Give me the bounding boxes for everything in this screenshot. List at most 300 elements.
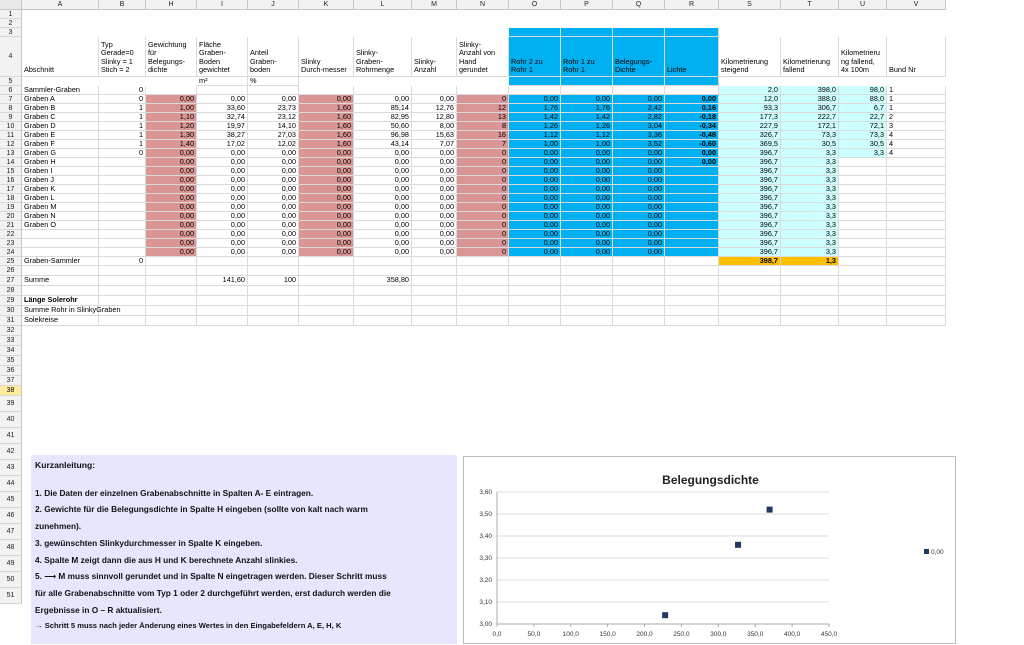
cell-b16[interactable] — [99, 176, 146, 185]
cell-s12[interactable]: 369,5 — [719, 140, 781, 149]
cell-k18[interactable]: 0,00 — [299, 194, 354, 203]
cell-p7[interactable]: 0,00 — [561, 95, 613, 104]
cell-s17[interactable]: 396,7 — [719, 185, 781, 194]
cell-l10[interactable]: 50,60 — [354, 122, 412, 131]
cell-r23[interactable] — [665, 239, 719, 248]
row-header-28[interactable]: 28 — [0, 286, 22, 296]
cell-p22[interactable]: 0,00 — [561, 230, 613, 239]
cell-p13[interactable]: 0,00 — [561, 149, 613, 158]
cell-t26[interactable] — [781, 266, 839, 276]
cell-n11[interactable]: 16 — [457, 131, 509, 140]
cell-l23[interactable]: 0,00 — [354, 239, 412, 248]
cell-v29[interactable] — [887, 296, 946, 306]
cell-m26[interactable] — [412, 266, 457, 276]
cell-j15[interactable]: 0,00 — [248, 167, 299, 176]
header-a[interactable] — [22, 37, 99, 77]
row-header-33[interactable]: 33 — [0, 336, 22, 346]
column-header-o[interactable]: O — [509, 0, 561, 10]
cell-n26[interactable] — [457, 266, 509, 276]
cell-i29[interactable] — [197, 296, 248, 306]
header-r[interactable] — [665, 37, 719, 77]
cell-n22[interactable]: 0 — [457, 230, 509, 239]
cell-u11[interactable]: 73,3 — [839, 131, 887, 140]
cell-u8[interactable]: 6,7 — [839, 104, 887, 113]
cell-s10[interactable]: 227,9 — [719, 122, 781, 131]
cell-o10[interactable]: 1,26 — [509, 122, 561, 131]
cell-i28[interactable] — [197, 286, 248, 296]
cell-v6[interactable]: 1 — [887, 86, 946, 95]
cell-p5[interactable] — [561, 77, 613, 86]
cell-a11[interactable]: Graben E — [22, 131, 99, 140]
cell-s30[interactable] — [719, 306, 781, 316]
cell-o17[interactable]: 0,00 — [509, 185, 561, 194]
cell-m13[interactable]: 0,00 — [412, 149, 457, 158]
cell-p24[interactable]: 0,00 — [561, 248, 613, 257]
cell-k25[interactable] — [299, 257, 354, 266]
cell-j28[interactable] — [248, 286, 299, 296]
cell-o20[interactable]: 0,00 — [509, 212, 561, 221]
cell-o18[interactable]: 0,00 — [509, 194, 561, 203]
cell-s23[interactable]: 396,7 — [719, 239, 781, 248]
cell-p21[interactable]: 0,00 — [561, 221, 613, 230]
row-header-17[interactable]: 17 — [0, 185, 22, 194]
cell-t9[interactable]: 222,7 — [781, 113, 839, 122]
cell-o31[interactable] — [509, 316, 561, 326]
cell-o12[interactable]: 1,00 — [509, 140, 561, 149]
cell-s15[interactable]: 396,7 — [719, 167, 781, 176]
cell-i17[interactable]: 0,00 — [197, 185, 248, 194]
cell-r29[interactable] — [665, 296, 719, 306]
header-v[interactable] — [887, 37, 946, 77]
cell-b13[interactable]: 0 — [99, 149, 146, 158]
row-header-14[interactable]: 14 — [0, 158, 22, 167]
header-l[interactable] — [354, 37, 412, 77]
cell-a20[interactable]: Graben N — [22, 212, 99, 221]
cell-h15[interactable]: 0,00 — [146, 167, 197, 176]
cell-u26[interactable] — [839, 266, 887, 276]
cell-j18[interactable]: 0,00 — [248, 194, 299, 203]
cell-i27[interactable]: 141,60 — [197, 276, 248, 286]
cell-i13[interactable]: 0,00 — [197, 149, 248, 158]
row-header-2[interactable]: 2 — [0, 19, 22, 28]
cell-q10[interactable]: 3,04 — [613, 122, 665, 131]
cell-o28[interactable] — [509, 286, 561, 296]
header-n[interactable] — [457, 37, 509, 77]
cell-p31[interactable] — [561, 316, 613, 326]
cell-a15[interactable]: Graben I — [22, 167, 99, 176]
row-header-46[interactable]: 46 — [0, 508, 22, 524]
cell-s20[interactable]: 396,7 — [719, 212, 781, 221]
cell-k9[interactable]: 1,60 — [299, 113, 354, 122]
cell-h26[interactable] — [146, 266, 197, 276]
cell-h13[interactable]: 0,00 — [146, 149, 197, 158]
cell-v16[interactable] — [887, 176, 946, 185]
cell-s24[interactable]: 396,7 — [719, 248, 781, 257]
cell-r26[interactable] — [665, 266, 719, 276]
row-header-18[interactable]: 18 — [0, 194, 22, 203]
cell-b7[interactable]: 0 — [99, 95, 146, 104]
cell-l16[interactable]: 0,00 — [354, 176, 412, 185]
cell-t27[interactable] — [781, 276, 839, 286]
cell-i7[interactable]: 0,00 — [197, 95, 248, 104]
cell-k12[interactable]: 1,60 — [299, 140, 354, 149]
cell-i10[interactable]: 19,97 — [197, 122, 248, 131]
cell-l22[interactable]: 0,00 — [354, 230, 412, 239]
cell-o15[interactable]: 0,00 — [509, 167, 561, 176]
cell-p18[interactable]: 0,00 — [561, 194, 613, 203]
cell-a29[interactable]: Länge Solerohr — [22, 296, 99, 306]
cell-l30[interactable] — [354, 306, 412, 316]
cell-p23[interactable]: 0,00 — [561, 239, 613, 248]
row-header-20[interactable]: 20 — [0, 212, 22, 221]
cell-u27[interactable] — [839, 276, 887, 286]
cell-o3[interactable] — [509, 28, 561, 37]
cell-l14[interactable]: 0,00 — [354, 158, 412, 167]
cell-v15[interactable] — [887, 167, 946, 176]
select-all-corner[interactable] — [0, 0, 22, 10]
column-header-v[interactable]: V — [887, 0, 946, 10]
cell-m24[interactable]: 0,00 — [412, 248, 457, 257]
cell-i14[interactable]: 0,00 — [197, 158, 248, 167]
cell-i30[interactable] — [197, 306, 248, 316]
column-header-r[interactable]: R — [665, 0, 719, 10]
header-i[interactable] — [197, 37, 248, 77]
row-header-21[interactable]: 21 — [0, 221, 22, 230]
cell-k31[interactable] — [299, 316, 354, 326]
row-header-48[interactable]: 48 — [0, 540, 22, 556]
cell-i8[interactable]: 33,60 — [197, 104, 248, 113]
cell-p30[interactable] — [561, 306, 613, 316]
cell-h20[interactable]: 0,00 — [146, 212, 197, 221]
column-header-a[interactable]: A — [22, 0, 99, 10]
cell-k13[interactable]: 0,00 — [299, 149, 354, 158]
cell-u19[interactable] — [839, 203, 887, 212]
cell-q19[interactable]: 0,00 — [613, 203, 665, 212]
cell-t20[interactable]: 3,3 — [781, 212, 839, 221]
cell-l21[interactable]: 0,00 — [354, 221, 412, 230]
cell-v17[interactable] — [887, 185, 946, 194]
column-header-i[interactable]: I — [197, 0, 248, 10]
cell-p19[interactable]: 0,00 — [561, 203, 613, 212]
cell-q3[interactable] — [613, 28, 665, 37]
cell-a14[interactable]: Graben H — [22, 158, 99, 167]
cell-n14[interactable]: 0 — [457, 158, 509, 167]
cell-a17[interactable]: Graben K — [22, 185, 99, 194]
column-header-t[interactable]: T — [781, 0, 839, 10]
cell-j10[interactable]: 14,10 — [248, 122, 299, 131]
row-header-40[interactable]: 40 — [0, 412, 22, 428]
header-p[interactable] — [561, 37, 613, 77]
cell-k28[interactable] — [299, 286, 354, 296]
cell-l9[interactable]: 82,95 — [354, 113, 412, 122]
cell-s18[interactable]: 396,7 — [719, 194, 781, 203]
cell-n30[interactable] — [457, 306, 509, 316]
cell-p9[interactable]: 1,42 — [561, 113, 613, 122]
cell-a12[interactable]: Graben F — [22, 140, 99, 149]
cell-m7[interactable]: 0,00 — [412, 95, 457, 104]
cell-i22[interactable]: 0,00 — [197, 230, 248, 239]
cell-q24[interactable]: 0,00 — [613, 248, 665, 257]
cell-o27[interactable] — [509, 276, 561, 286]
cell-l15[interactable]: 0,00 — [354, 167, 412, 176]
cell-b21[interactable] — [99, 221, 146, 230]
column-header-k[interactable]: K — [299, 0, 354, 10]
cell-q14[interactable]: 0,00 — [613, 158, 665, 167]
header-b[interactable] — [99, 37, 146, 77]
cell-i16[interactable]: 0,00 — [197, 176, 248, 185]
cell-i18[interactable]: 0,00 — [197, 194, 248, 203]
cell-i15[interactable]: 0,00 — [197, 167, 248, 176]
cell-p17[interactable]: 0,00 — [561, 185, 613, 194]
cell-q30[interactable] — [613, 306, 665, 316]
cell-o11[interactable]: 1,12 — [509, 131, 561, 140]
row-header-42[interactable]: 42 — [0, 444, 22, 460]
cell-r3[interactable] — [665, 28, 719, 37]
cell-b23[interactable] — [99, 239, 146, 248]
header-u[interactable] — [839, 37, 887, 77]
cell-h31[interactable] — [146, 316, 197, 326]
cell-t10[interactable]: 172,1 — [781, 122, 839, 131]
cell-b18[interactable] — [99, 194, 146, 203]
cell-b15[interactable] — [99, 167, 146, 176]
cell-q25[interactable] — [613, 257, 665, 266]
cell-h16[interactable]: 0,00 — [146, 176, 197, 185]
cell-n23[interactable]: 0 — [457, 239, 509, 248]
cell-m14[interactable]: 0,00 — [412, 158, 457, 167]
cell-m11[interactable]: 15,63 — [412, 131, 457, 140]
row-header-31[interactable]: 31 — [0, 316, 22, 326]
cell-u18[interactable] — [839, 194, 887, 203]
cell-m18[interactable]: 0,00 — [412, 194, 457, 203]
cell-n16[interactable]: 0 — [457, 176, 509, 185]
cell-s11[interactable]: 326,7 — [719, 131, 781, 140]
cell-v21[interactable] — [887, 221, 946, 230]
cell-v28[interactable] — [887, 286, 946, 296]
cell-b11[interactable]: 1 — [99, 131, 146, 140]
cell-i9[interactable]: 32,74 — [197, 113, 248, 122]
cell-r16[interactable] — [665, 176, 719, 185]
cell-m15[interactable]: 0,00 — [412, 167, 457, 176]
cell-q8[interactable]: 2,42 — [613, 104, 665, 113]
cell-r30[interactable] — [665, 306, 719, 316]
row-header-35[interactable]: 35 — [0, 356, 22, 366]
cell-s8[interactable]: 93,3 — [719, 104, 781, 113]
cell-v14[interactable] — [887, 158, 946, 167]
cell-r8[interactable]: 0,16 — [665, 104, 719, 113]
cell-t11[interactable]: 73,3 — [781, 131, 839, 140]
cell-l17[interactable]: 0,00 — [354, 185, 412, 194]
cell-b9[interactable]: 1 — [99, 113, 146, 122]
header-h[interactable] — [146, 37, 197, 77]
cell-i19[interactable]: 0,00 — [197, 203, 248, 212]
cell-i23[interactable]: 0,00 — [197, 239, 248, 248]
row-header-27[interactable]: 27 — [0, 276, 22, 286]
cell-a30[interactable]: Summe Rohr in SlinkyGraben — [24, 305, 121, 314]
row-header-24[interactable]: 24 — [0, 248, 22, 257]
cell-j19[interactable]: 0,00 — [248, 203, 299, 212]
cell-u12[interactable]: 30,5 — [839, 140, 887, 149]
cell-l31[interactable] — [354, 316, 412, 326]
cell-a21[interactable]: Graben O — [22, 221, 99, 230]
cell-o25[interactable] — [509, 257, 561, 266]
cell-k16[interactable]: 0,00 — [299, 176, 354, 185]
cell-k23[interactable]: 0,00 — [299, 239, 354, 248]
cell-u29[interactable] — [839, 296, 887, 306]
cell-r24[interactable] — [665, 248, 719, 257]
cell-n24[interactable]: 0 — [457, 248, 509, 257]
row-header-3[interactable]: 3 — [0, 28, 22, 37]
cell-p11[interactable]: 1,12 — [561, 131, 613, 140]
row-header-50[interactable]: 50 — [0, 572, 22, 588]
row-header-1[interactable]: 1 — [0, 10, 22, 19]
cell-t15[interactable]: 3,3 — [781, 167, 839, 176]
cell-o7[interactable]: 0,00 — [509, 95, 561, 104]
row-header-51[interactable]: 51 — [0, 588, 22, 604]
cell-l25[interactable] — [354, 257, 412, 266]
row-header-7[interactable]: 7 — [0, 95, 22, 104]
cell-h23[interactable]: 0,00 — [146, 239, 197, 248]
cell-q12[interactable]: 3,52 — [613, 140, 665, 149]
cell-m23[interactable]: 0,00 — [412, 239, 457, 248]
cell-l13[interactable]: 0,00 — [354, 149, 412, 158]
cell-u7[interactable]: 88,0 — [839, 95, 887, 104]
cell-q7[interactable]: 0,00 — [613, 95, 665, 104]
cell-h24[interactable]: 0,00 — [146, 248, 197, 257]
cell-u23[interactable] — [839, 239, 887, 248]
cell-n7[interactable]: 0 — [457, 95, 509, 104]
cell-j25[interactable] — [248, 257, 299, 266]
cell-o5[interactable] — [509, 77, 561, 86]
cell-v13[interactable]: 4 — [887, 149, 946, 158]
cell-m25[interactable] — [412, 257, 457, 266]
cell-b6[interactable]: 0 — [99, 86, 146, 95]
cell-i21[interactable]: 0,00 — [197, 221, 248, 230]
row-header-9[interactable]: 9 — [0, 113, 22, 122]
cell-v12[interactable]: 4 — [887, 140, 946, 149]
cell-u16[interactable] — [839, 176, 887, 185]
cell-k17[interactable]: 0,00 — [299, 185, 354, 194]
row-header-45[interactable]: 45 — [0, 492, 22, 508]
cell-s14[interactable]: 396,7 — [719, 158, 781, 167]
cell-b31[interactable] — [99, 316, 146, 326]
cell-i25[interactable] — [197, 257, 248, 266]
cell-s25[interactable]: 398,7 — [719, 257, 781, 266]
cell-t25[interactable]: 1,3 — [781, 257, 839, 266]
cell-b30[interactable] — [99, 306, 146, 316]
cell-o13[interactable]: 0,00 — [509, 149, 561, 158]
cell-r18[interactable] — [665, 194, 719, 203]
cell-v8[interactable]: 1 — [887, 104, 946, 113]
cell-r7[interactable]: 0,00 — [665, 95, 719, 104]
cell-q23[interactable]: 0,00 — [613, 239, 665, 248]
cell-l28[interactable] — [354, 286, 412, 296]
cell-n18[interactable]: 0 — [457, 194, 509, 203]
cell-k26[interactable] — [299, 266, 354, 276]
cell-v19[interactable] — [887, 203, 946, 212]
cell-p26[interactable] — [561, 266, 613, 276]
cell-j9[interactable]: 23,12 — [248, 113, 299, 122]
cell-n9[interactable]: 13 — [457, 113, 509, 122]
cell-h29[interactable] — [146, 296, 197, 306]
cell-m28[interactable] — [412, 286, 457, 296]
cell-n31[interactable] — [457, 316, 509, 326]
cell-a19[interactable]: Graben M — [22, 203, 99, 212]
column-header-s[interactable]: S — [719, 0, 781, 10]
row-header-26[interactable]: 26 — [0, 266, 22, 276]
cell-q28[interactable] — [613, 286, 665, 296]
cell-m16[interactable]: 0,00 — [412, 176, 457, 185]
cell-o14[interactable]: 0,00 — [509, 158, 561, 167]
cell-t19[interactable]: 3,3 — [781, 203, 839, 212]
cell-v18[interactable] — [887, 194, 946, 203]
cell-u21[interactable] — [839, 221, 887, 230]
cell-v7[interactable]: 1 — [887, 95, 946, 104]
cell-b12[interactable]: 1 — [99, 140, 146, 149]
cell-u15[interactable] — [839, 167, 887, 176]
cell-r10[interactable]: -0,34 — [665, 122, 719, 131]
cell-k29[interactable] — [299, 296, 354, 306]
cell-u30[interactable] — [839, 306, 887, 316]
cell-n29[interactable] — [457, 296, 509, 306]
header-t[interactable] — [781, 37, 839, 77]
column-header-h[interactable]: H — [146, 0, 197, 10]
cell-b20[interactable] — [99, 212, 146, 221]
cell-t23[interactable]: 3,3 — [781, 239, 839, 248]
cell-s7[interactable]: 12,0 — [719, 95, 781, 104]
column-header-p[interactable]: P — [561, 0, 613, 10]
cell-k11[interactable]: 1,60 — [299, 131, 354, 140]
cell-i20[interactable]: 0,00 — [197, 212, 248, 221]
cell-v30[interactable] — [887, 306, 946, 316]
cell-b27[interactable] — [99, 276, 146, 286]
cell-v11[interactable]: 4 — [887, 131, 946, 140]
cell-n10[interactable]: 8 — [457, 122, 509, 131]
column-header-l[interactable]: L — [354, 0, 412, 10]
cell-r20[interactable] — [665, 212, 719, 221]
cell-t13[interactable]: 3,3 — [781, 149, 839, 158]
cell-h30[interactable] — [146, 306, 197, 316]
cell-n8[interactable]: 12 — [457, 104, 509, 113]
cell-r15[interactable] — [665, 167, 719, 176]
cell-b26[interactable] — [99, 266, 146, 276]
cell-j21[interactable]: 0,00 — [248, 221, 299, 230]
row-header-32[interactable]: 32 — [0, 326, 22, 336]
cell-a16[interactable]: Graben J — [22, 176, 99, 185]
cell-t31[interactable] — [781, 316, 839, 326]
row-header-41[interactable]: 41 — [0, 428, 22, 444]
cell-s22[interactable]: 396,7 — [719, 230, 781, 239]
cell-k30[interactable] — [299, 306, 354, 316]
cell-t30[interactable] — [781, 306, 839, 316]
cell-k14[interactable]: 0,00 — [299, 158, 354, 167]
cell-a22[interactable] — [22, 230, 99, 239]
cell-s13[interactable]: 396,7 — [719, 149, 781, 158]
cell-v10[interactable]: 3 — [887, 122, 946, 131]
cell-t18[interactable]: 3,3 — [781, 194, 839, 203]
header-o[interactable] — [509, 37, 561, 77]
cell-s9[interactable]: 177,3 — [719, 113, 781, 122]
data-point[interactable] — [767, 507, 773, 513]
cell-h28[interactable] — [146, 286, 197, 296]
cell-t14[interactable]: 3,3 — [781, 158, 839, 167]
cell-q20[interactable]: 0,00 — [613, 212, 665, 221]
cell-a23[interactable] — [22, 239, 99, 248]
cell-k19[interactable]: 0,00 — [299, 203, 354, 212]
cell-m17[interactable]: 0,00 — [412, 185, 457, 194]
cell-s31[interactable] — [719, 316, 781, 326]
cell-b22[interactable] — [99, 230, 146, 239]
cell-r11[interactable]: -0,48 — [665, 131, 719, 140]
